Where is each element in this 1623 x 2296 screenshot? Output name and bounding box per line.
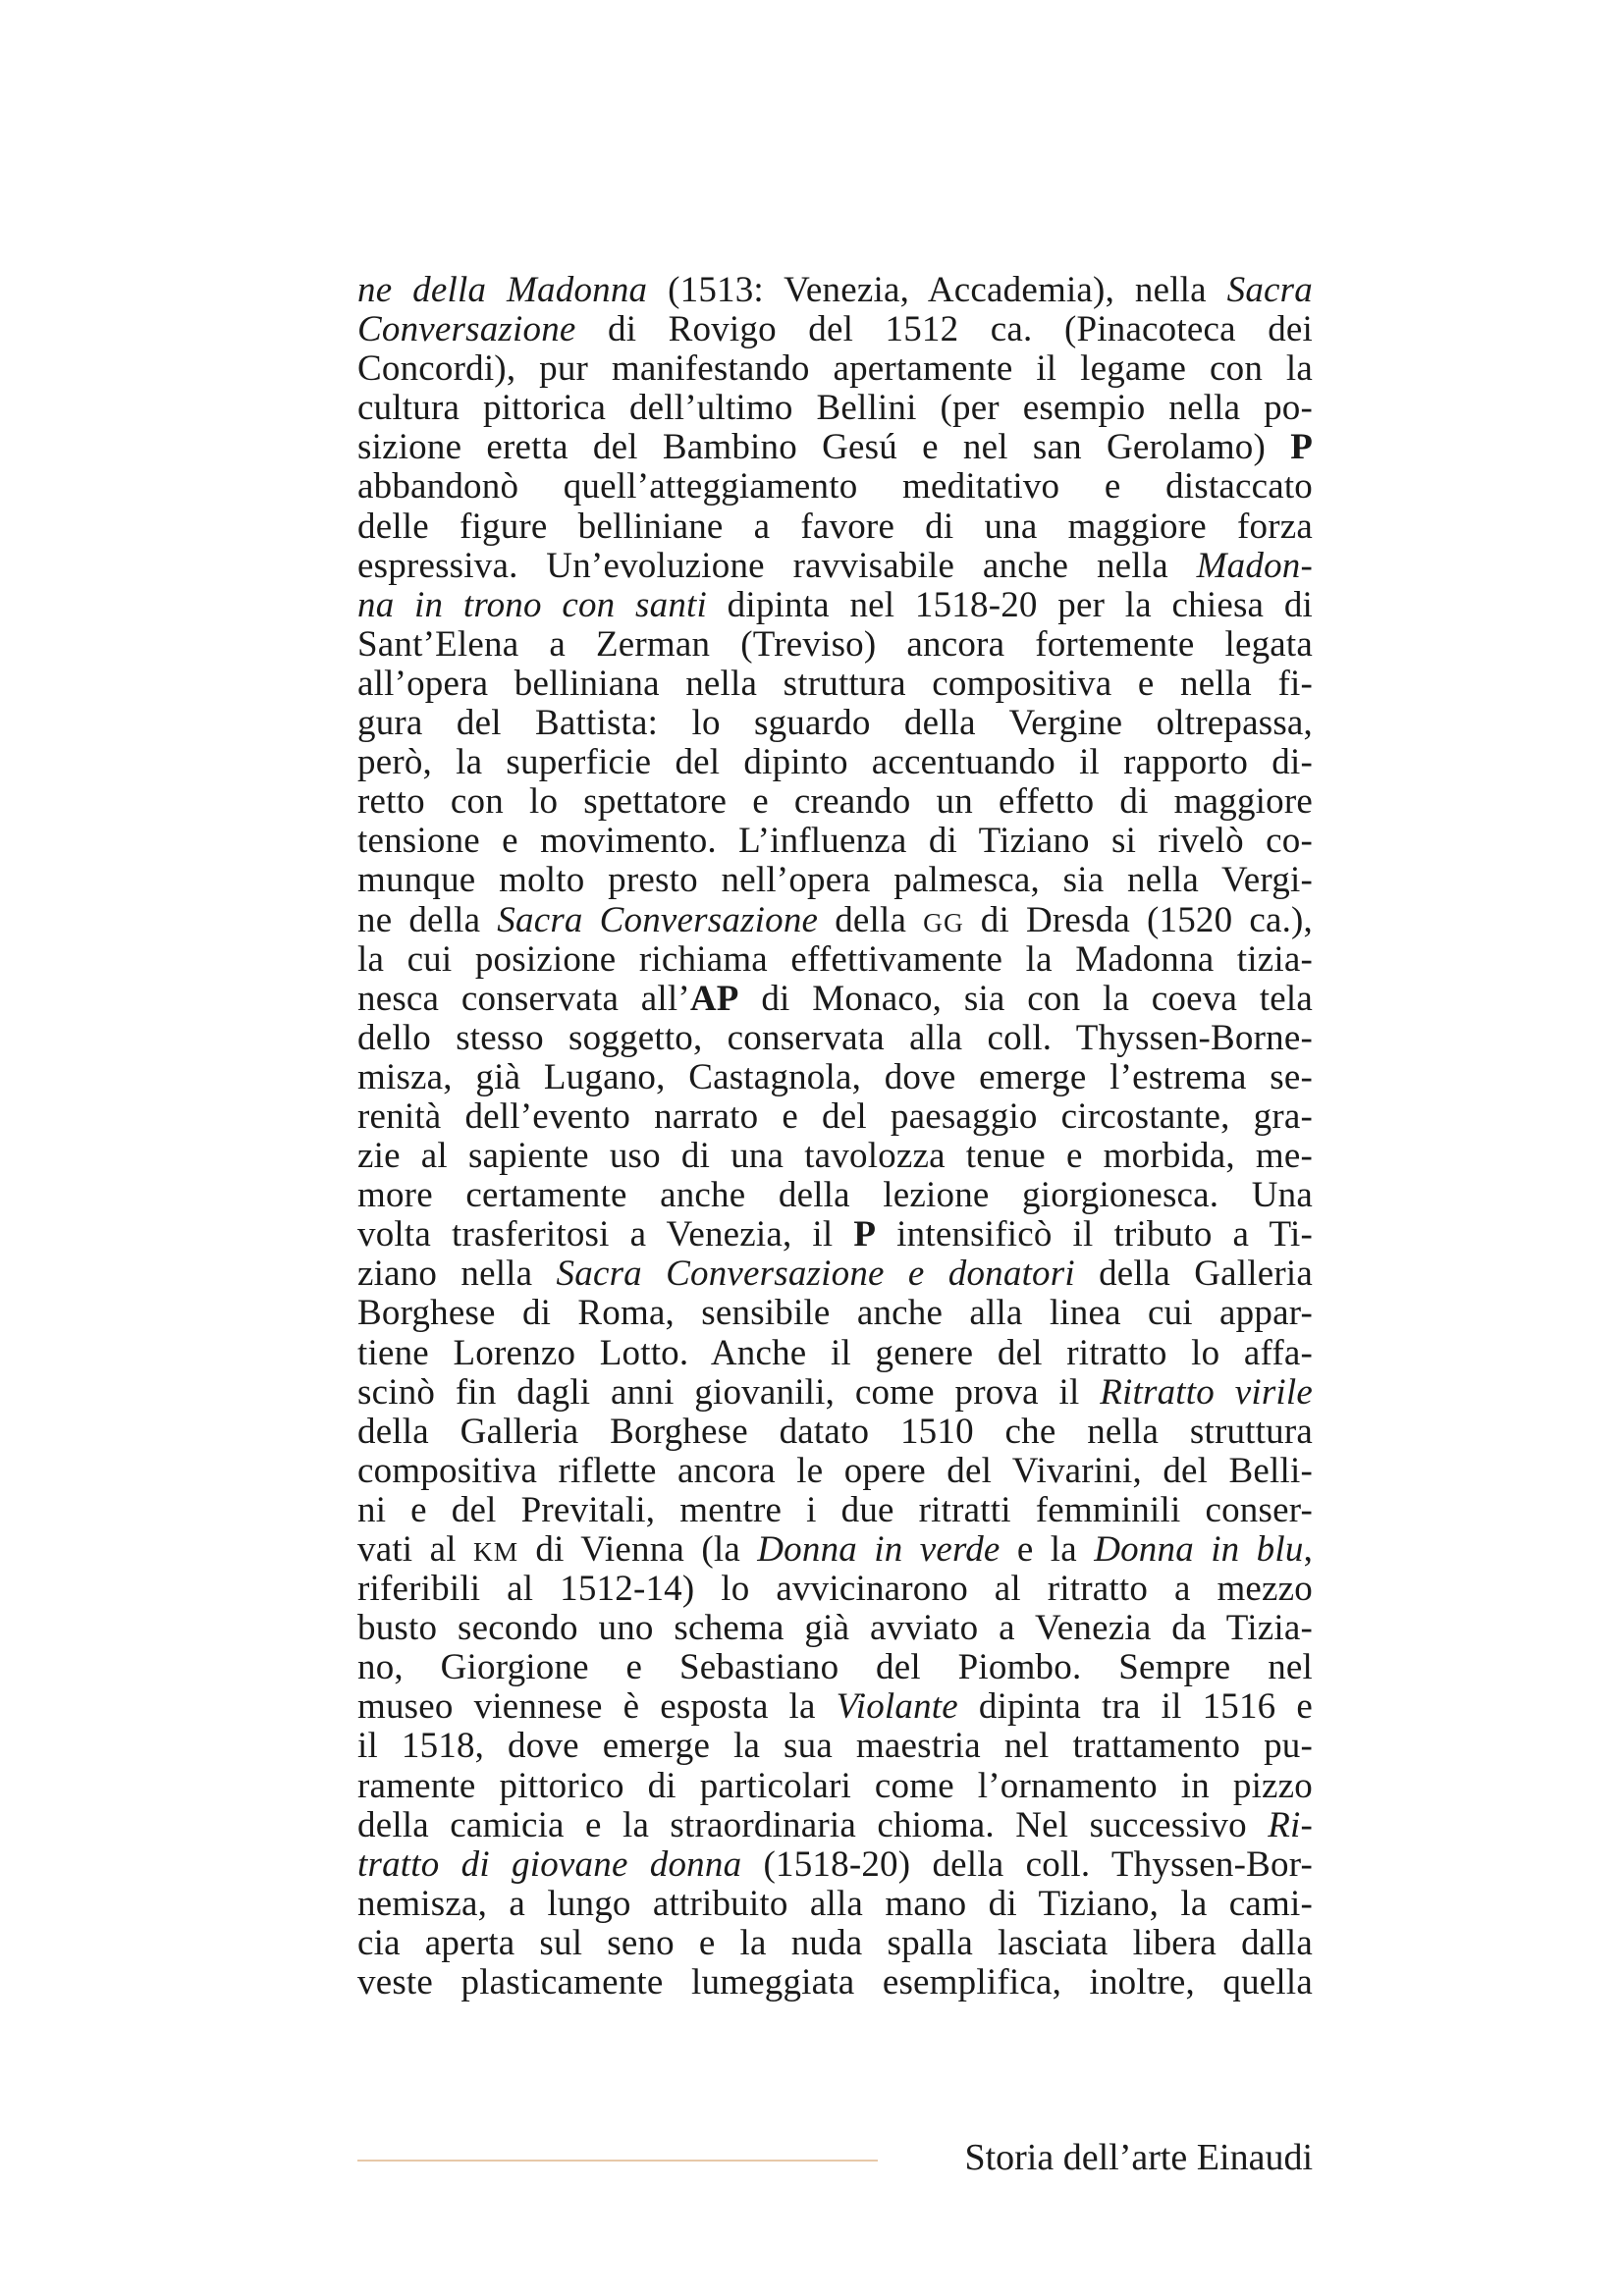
text-run: nemisza, a lungo attribuito alla mano di Tiziano, la cami- xyxy=(357,1883,1313,1924)
text-run: tensione e movimento. L’influenza di Tiziano si rivelò co- xyxy=(357,821,1313,862)
text-line xyxy=(357,1255,1313,1294)
text-line xyxy=(357,1530,1313,1570)
text-run: ramente pittorico di particolari come l’ornamento in pizzo xyxy=(357,1765,1313,1806)
text-line xyxy=(357,586,1313,625)
text-line xyxy=(357,1845,1313,1885)
text-run: Borghese di Roma, sensibile anche alla linea cui appar- xyxy=(357,1293,1313,1334)
text-run: compositiva riflette ancora le opere del Vivarini, del Belli- xyxy=(357,1450,1313,1491)
italic-text: Donna in verde xyxy=(757,1529,1001,1570)
text-line xyxy=(357,507,1313,547)
text-run: della Galleria xyxy=(1074,1254,1314,1295)
smallcaps-text: GG xyxy=(923,907,964,937)
italic-text: Sacra Conversazione e donatori xyxy=(556,1254,1075,1295)
text-run: , xyxy=(1303,1529,1314,1570)
text-line xyxy=(357,1687,1313,1727)
text-line xyxy=(357,940,1313,980)
text-run: gura del Battista: lo sguardo della Vergine oltrepassa, xyxy=(357,703,1313,744)
text-line xyxy=(357,310,1313,349)
text-run: all’opera belliniana nella struttura compositiva e nella fi- xyxy=(357,663,1313,704)
text-run: ziano nella xyxy=(357,1254,557,1295)
text-run: (1518-20) della coll. Thyssen-Bor- xyxy=(741,1843,1314,1885)
text-run: della Galleria Borghese datato 1510 che nella struttura xyxy=(357,1411,1313,1452)
text-run: veste plasticamente lumeggiata esemplifica, inoltre, quella xyxy=(357,1962,1313,2003)
italic-text: Ritratto virile xyxy=(1100,1371,1314,1413)
text-line xyxy=(357,1452,1313,1491)
italic-text: Conversazione xyxy=(357,309,576,350)
text-line xyxy=(357,1019,1313,1058)
text-line xyxy=(357,1570,1313,1609)
text-run: tiene Lorenzo Lotto. Anche il genere del ritratto lo affa- xyxy=(357,1332,1313,1373)
text-run: della camicia e la straordinaria chioma. Nel successivo xyxy=(357,1804,1269,1845)
text-run: munque molto presto nell’opera palmesca, sia nella Vergi- xyxy=(357,860,1313,901)
text-run: però, la superficie del dipinto accentuando il rapporto di- xyxy=(357,742,1313,783)
text-run: scinò fin dagli anni giovanili, come prova il xyxy=(357,1371,1101,1413)
text-run: more certamente anche della lezione giorgionesca. Una xyxy=(357,1175,1313,1216)
text-run: espressiva. Un’evoluzione ravvisabile anche nella xyxy=(357,545,1197,586)
text-run: di Dresda (1520 ca.), xyxy=(963,899,1314,940)
text-run: cultura pittorica dell’ultimo Bellini (per esempio nella po- xyxy=(357,388,1313,429)
text-line xyxy=(357,822,1313,861)
bold-text: P xyxy=(853,1214,877,1255)
text-line xyxy=(357,1176,1313,1215)
text-run: Concordi), pur manifestando apertamente il legame con la xyxy=(357,348,1313,390)
text-line xyxy=(357,1727,1313,1766)
text-line xyxy=(357,1963,1313,2002)
italic-text: ne della Madonna xyxy=(357,270,648,310)
italic-text: Madon- xyxy=(1196,545,1313,586)
text-line xyxy=(357,782,1313,822)
text-line xyxy=(357,1609,1313,1648)
text-run: nesca conservata all’ xyxy=(357,978,690,1019)
text-line xyxy=(357,1097,1313,1137)
text-line xyxy=(357,1806,1313,1845)
italic-text: tratto di giovane donna xyxy=(357,1843,742,1885)
text-run: sizione eretta del Bambino Gesú e nel san Gerolamo) xyxy=(357,427,1291,468)
text-run: ne della xyxy=(357,899,498,940)
text-line xyxy=(357,349,1313,389)
text-run: (1513: Venezia, Accademia), nella xyxy=(647,270,1227,310)
text-line xyxy=(357,625,1313,665)
text-line xyxy=(357,271,1313,310)
footer-rule xyxy=(357,2160,878,2162)
text-line xyxy=(357,467,1313,507)
text-line xyxy=(357,428,1313,467)
text-run: busto secondo uno schema già avviato a Venezia da Tizia- xyxy=(357,1608,1313,1649)
text-line xyxy=(357,1137,1313,1176)
text-line xyxy=(357,1373,1313,1413)
text-run: cia aperta sul seno e la nuda spalla lasciata libera dalla xyxy=(357,1922,1313,1963)
italic-text: Donna in blu xyxy=(1094,1529,1304,1570)
text-line xyxy=(357,1491,1313,1530)
bold-text: P xyxy=(1290,427,1313,468)
text-line xyxy=(357,1924,1313,1963)
text-run: dello stesso soggetto, conservata alla coll. Thyssen-Borne- xyxy=(357,1017,1313,1058)
text-line xyxy=(357,389,1313,428)
text-line xyxy=(357,1413,1313,1452)
text-run: di Vienna (la xyxy=(518,1529,758,1570)
italic-text: Sacra xyxy=(1226,270,1313,310)
text-line xyxy=(357,1294,1313,1333)
text-run: museo viennese è esposta la xyxy=(357,1686,837,1728)
text-line xyxy=(357,1885,1313,1924)
italic-text: na in trono con santi xyxy=(357,584,707,625)
text-line xyxy=(357,1648,1313,1687)
text-run: delle figure belliniane a favore di una maggiore forza xyxy=(357,506,1313,547)
text-run: della xyxy=(818,899,924,940)
text-line xyxy=(357,547,1313,586)
footer-title: Storia dell’arte Einaudi xyxy=(964,2137,1313,2178)
text-run: ni e del Previtali, mentre i due ritratti femminili conser- xyxy=(357,1489,1313,1530)
italic-text: Violante xyxy=(836,1686,958,1728)
bold-text: AP xyxy=(689,978,739,1019)
text-run: di Rovigo del 1512 ca. (Pinacoteca dei xyxy=(575,309,1313,350)
text-run: intensificò il tributo a Ti- xyxy=(876,1214,1313,1255)
text-run: volta trasferitosi a Venezia, il xyxy=(357,1214,854,1255)
text-line xyxy=(357,665,1313,704)
text-line xyxy=(357,1215,1313,1255)
text-run: misza, già Lugano, Castagnola, dove emerge l’estrema se- xyxy=(357,1056,1313,1097)
text-run: vati al xyxy=(357,1529,473,1570)
document-body xyxy=(357,271,1313,2002)
text-run: no, Giorgione e Sebastiano del Piombo. Sempre nel xyxy=(357,1647,1313,1688)
text-run: dipinta tra il 1516 e xyxy=(957,1686,1313,1728)
text-run: la cui posizione richiama effettivamente la Madonna tizia- xyxy=(357,938,1313,980)
text-line xyxy=(357,1334,1313,1373)
text-run: riferibili al 1512-14) lo avvicinarono al ritratto a mezzo xyxy=(357,1569,1313,1610)
text-run: il 1518, dove emerge la sua maestria nel trattamento pu- xyxy=(357,1726,1313,1767)
text-run: e la xyxy=(1000,1529,1095,1570)
text-line xyxy=(357,1058,1313,1097)
text-line xyxy=(357,901,1313,940)
italic-text: Sacra Conversazione xyxy=(497,899,819,940)
text-line xyxy=(357,743,1313,782)
smallcaps-text: KM xyxy=(472,1537,519,1567)
text-run: dipinta nel 1518-20 per la chiesa di xyxy=(706,584,1314,625)
text-run: renità dell’evento narrato e del paesaggio circostante, gra- xyxy=(357,1095,1313,1137)
text-line xyxy=(357,1767,1313,1806)
text-run: zie al sapiente uso di una tavolozza tenue e morbida, me- xyxy=(357,1136,1313,1177)
text-line xyxy=(357,704,1313,743)
text-run: Sant’Elena a Zerman (Treviso) ancora fortemente legata xyxy=(357,623,1313,665)
text-run: abbandonò quell’atteggiamento meditativo e distaccato xyxy=(357,466,1313,507)
text-line xyxy=(357,861,1313,900)
text-run: retto con lo spettatore e creando un effetto di maggiore xyxy=(357,781,1313,823)
text-line xyxy=(357,980,1313,1019)
italic-text: Ri- xyxy=(1268,1804,1313,1845)
text-run: di Monaco, sia con la coeva tela xyxy=(738,978,1313,1019)
